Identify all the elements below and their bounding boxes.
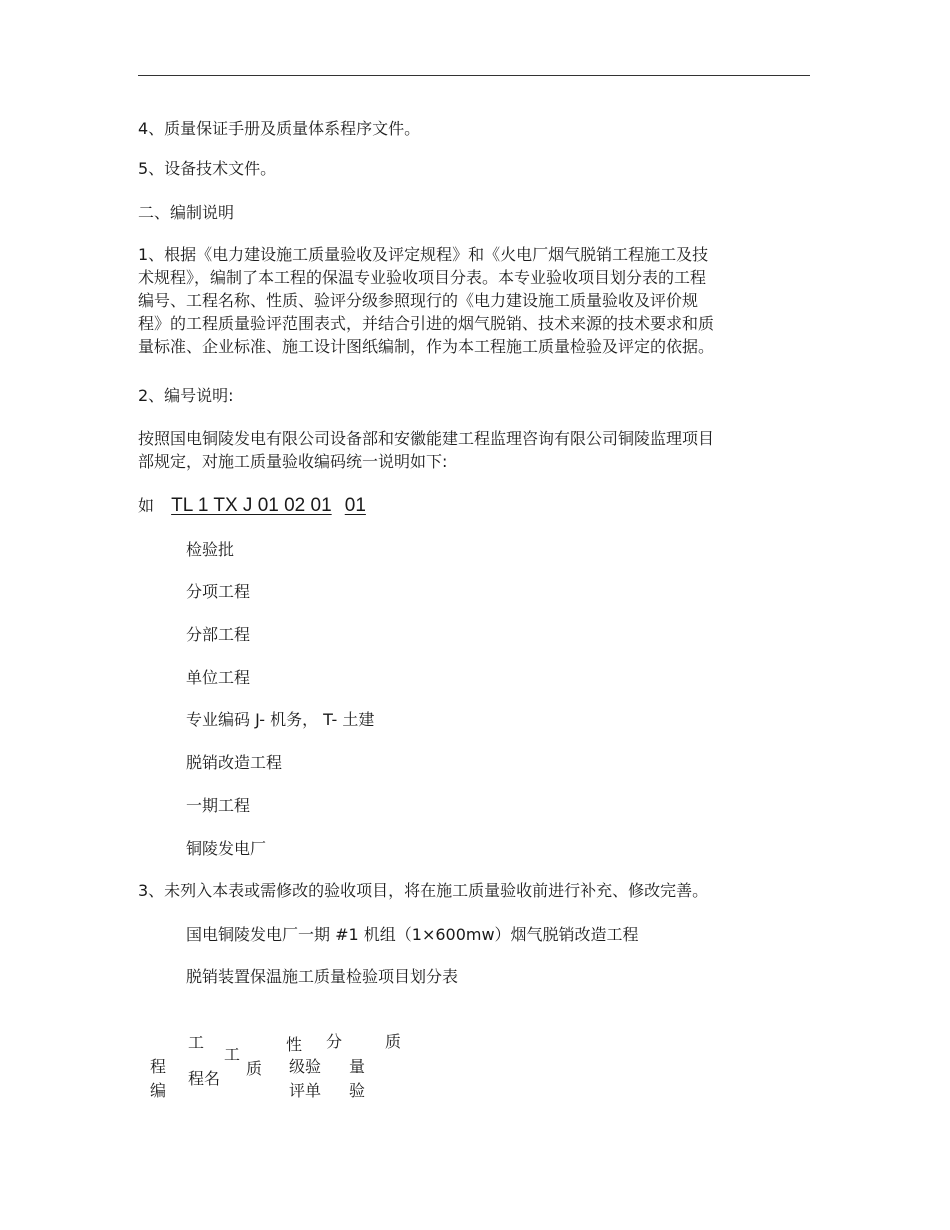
header-cell: 工 — [188, 1033, 205, 1052]
paragraph-line: 部规定，对施工质量验收编码统一说明如下: — [138, 452, 448, 471]
paragraph-line: 按照国电铜陵发电有限公司设备部和安徽能建工程监理咨询有限公司铜陵监理项目 — [138, 429, 715, 448]
header-rule — [138, 75, 810, 76]
paragraph-line: 1、根据《电力建设施工质量验收及评定规程》和《火电厂烟气脱销工程施工及技 — [138, 245, 709, 264]
paragraph-line: 编号、工程名称、性质、验评分级参照现行的《电力建设施工质量验收及评价规 — [138, 291, 699, 310]
table-subtitle: 脱销装置保温施工质量检验项目划分表 — [186, 967, 459, 986]
header-cell: 量 — [349, 1057, 366, 1076]
item-3: 3、未列入本表或需修改的验收项目，将在施工质量验收前进行补充、修改完善。 — [138, 881, 709, 900]
table-title: 国电铜陵发电厂一期 #1 机组（1×600mw）烟气脱销改造工程 — [186, 925, 639, 944]
code-item: 专业编码 J- 机务， T- 土建 — [186, 710, 375, 729]
code-item: 分部工程 — [186, 625, 251, 644]
header-cell: 验 — [349, 1081, 366, 1100]
code-item: 脱销改造工程 — [186, 753, 283, 772]
code-item: 检验批 — [186, 540, 235, 559]
code-prefix: 如 — [138, 496, 155, 515]
code-tail: 01 — [344, 495, 366, 516]
code-item: 铜陵发电厂 — [186, 839, 267, 858]
header-cell: 性 — [286, 1035, 303, 1054]
item-4: 4、质量保证手册及质量体系程序文件。 — [138, 119, 421, 138]
header-cell: 分 — [326, 1032, 343, 1051]
header-cell: 评单 — [289, 1081, 322, 1100]
code-item: 分项工程 — [186, 582, 251, 601]
code-item: 一期工程 — [186, 796, 251, 815]
code-item: 单位工程 — [186, 668, 251, 687]
section-heading: 二、编制说明 — [138, 203, 235, 222]
numbering-heading: 2、编号说明: — [138, 386, 234, 405]
paragraph-line: 术规程》，编制了本工程的保温专业验收项目分表。本专业验收项目划分表的工程 — [138, 268, 707, 287]
code-main: TL 1 TX J 01 02 01 — [171, 495, 332, 516]
paragraph-line: 量标准、企业标准、施工设计图纸编制，作为本工程施工质量检验及评定的依据。 — [138, 337, 715, 356]
header-cell: 质 — [246, 1059, 263, 1078]
header-cell: 程名 — [188, 1069, 221, 1088]
header-cell: 质 — [385, 1032, 402, 1051]
header-cell: 级验 — [289, 1057, 322, 1076]
header-cell: 程 — [150, 1057, 167, 1076]
item-5: 5、设备技术文件。 — [138, 159, 277, 178]
paragraph-1 — [138, 243, 778, 358]
paragraph-line: 程》的工程质量验评范围表式，并结合引进的烟气脱销、技术来源的技术要求和质 — [138, 314, 715, 333]
code-example — [138, 493, 366, 517]
paragraph-2 — [138, 427, 778, 473]
header-cell: 编 — [150, 1081, 167, 1100]
header-cell: 工 — [224, 1045, 241, 1064]
